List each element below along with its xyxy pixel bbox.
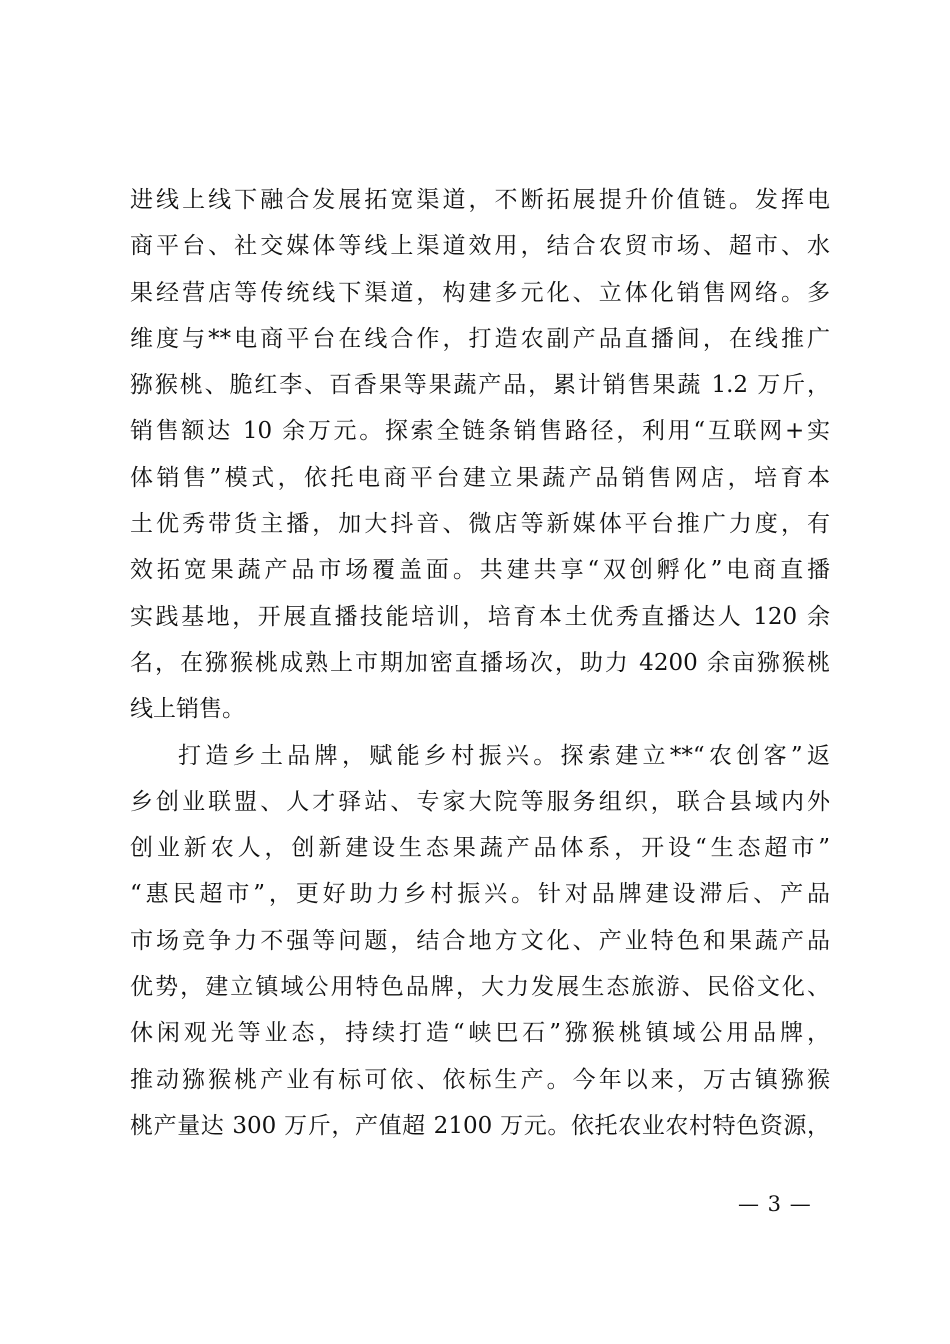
- text-line: 商平台、社交媒体等线上渠道效用，结合农贸市场、超市、水: [130, 233, 830, 260]
- text-line: 体销售”模式，依托电商平台建立果蔬产品销售网店，培育本: [130, 464, 830, 491]
- text-line: 实践基地，开展直播技能培训，培育本土优秀直播达人 120 余: [130, 603, 830, 630]
- text-line: 优势，建立镇域公用特色品牌，大力发展生态旅游、民俗文化、: [130, 974, 830, 1001]
- text-line: 创业新农人，创新建设生态果蔬产品体系，开设“生态超市”: [130, 835, 830, 862]
- text-line: 土优秀带货主播，加大抖音、微店等新媒体平台推广力度，有: [130, 511, 830, 538]
- text-line: 打造乡土品牌，赋能乡村振兴。探索建立**“农创客”返: [178, 742, 830, 769]
- text-line: 果经营店等传统线下渠道，构建多元化、立体化销售网络。多: [130, 279, 830, 306]
- text-line: 销售额达 10 余万元。探索全链条销售路径，利用“互联网+实: [130, 418, 830, 445]
- text-line: 猕猴桃、脆红李、百香果等果蔬产品，累计销售果蔬 1.2 万斤，: [130, 372, 830, 399]
- page-number: — 3 —: [738, 1192, 812, 1216]
- paragraph-1: [130, 177, 830, 733]
- text-line: 进线上线下融合发展拓宽渠道，不断拓展提升价值链。发挥电: [130, 187, 830, 213]
- text-line: 乡创业联盟、人才驿站、专家大院等服务组织，联合县域内外: [130, 788, 830, 815]
- text-line: 休闲观光等业态，持续打造“峡巴石”猕猴桃镇域公用品牌，: [130, 1020, 830, 1047]
- text-line: 推动猕猴桃产业有标可依、依标生产。今年以来，万古镇猕猴: [130, 1066, 830, 1093]
- text-line: 线上销售。: [130, 696, 245, 723]
- text-line: “惠民超市”，更好助力乡村振兴。针对品牌建设滞后、产品: [130, 881, 830, 908]
- paragraph-2: [130, 733, 830, 1150]
- text-line: 桃产量达 300 万斤，产值超 2100 万元。依托农业农村特色资源，: [130, 1112, 830, 1139]
- text-line: 名，在猕猴桃成熟上市期加密直播场次，助力 4200 余亩猕猴桃: [130, 649, 830, 676]
- text-line: 效拓宽果蔬产品市场覆盖面。共建共享“双创孵化”电商直播: [130, 557, 830, 584]
- document-body: [130, 177, 830, 1149]
- text-line: 市场竞争力不强等问题，结合地方文化、产业特色和果蔬产品: [130, 927, 830, 954]
- text-line: 维度与**电商平台在线合作，打造农副产品直播间，在线推广: [130, 325, 830, 352]
